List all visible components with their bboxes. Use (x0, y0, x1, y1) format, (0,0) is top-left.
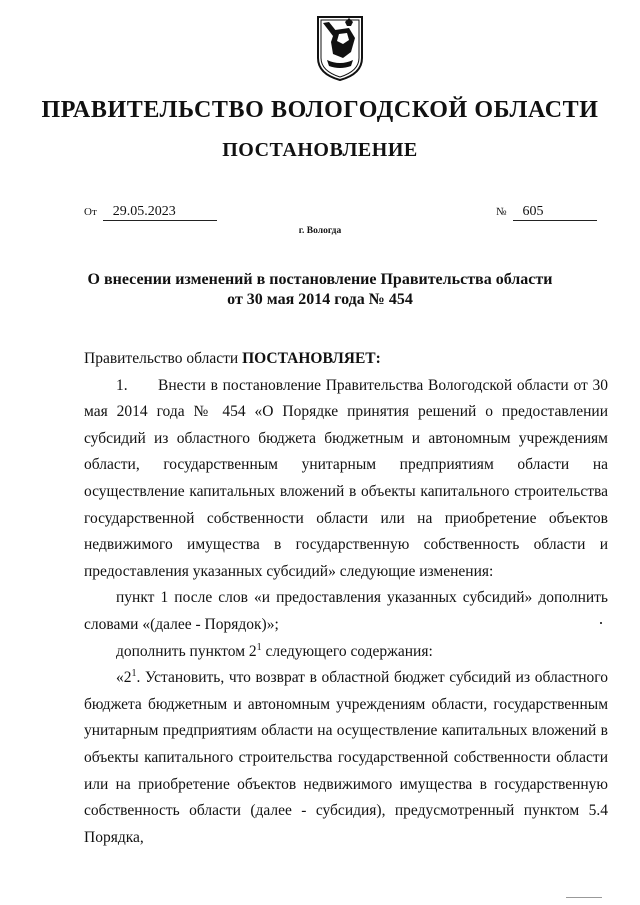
paragraph-3 (84, 639, 608, 666)
coat-of-arms-emblem (315, 14, 365, 82)
paragraph-3-before: дополнить пунктом 2 (116, 642, 257, 660)
number-prefix: № (496, 206, 507, 218)
number-value: 605 (513, 204, 597, 221)
organization-title: ПРАВИТЕЛЬСТВО ВОЛОГОДСКОЙ ОБЛАСТИ (41, 97, 599, 123)
preamble-bold: ПОСТАНОВЛЯЕТ: (242, 350, 381, 367)
document-body (84, 346, 608, 851)
item-1-text: Внести в постановление Правительства Вологодской области от 30 мая 2014 года № 454 «О Порядке принятия решений о предоставлении субсидий из областного бюджета бюджетным и автономным учреждениям области, государственным унитарным предприятиям области на осуществление капитальных вложений в объекты капитального строительства государственной собственности области или на приобретение объектов недвижимого имущества в государственную собственность области и предоставления указанных субсидий» следующие изменения: (84, 376, 608, 580)
city-label: г. Вологда (298, 226, 342, 236)
subject-line-1: О внесении изменений в постановление Правительства области (87, 271, 553, 288)
document-type-heading: ПОСТАНОВЛЕНИЕ (222, 139, 418, 161)
document-date (84, 204, 217, 221)
preamble-text: Правительство области (84, 350, 243, 367)
scan-artifact (600, 622, 602, 624)
subject-line-2: от 30 мая 2014 года № 454 (227, 291, 413, 308)
document-number (496, 204, 597, 221)
paragraph-3-after: следующего содержания: (261, 642, 433, 660)
date-prefix: От (84, 206, 97, 218)
paragraph-3-sup: 1 (256, 641, 262, 653)
preamble (84, 346, 608, 373)
document-subject (60, 270, 580, 310)
date-value: 29.05.2023 (103, 204, 217, 221)
paragraph-4-text: . Установить, что возврат в областной бюджет субсидий из областного бюджета бюджетным и автономным учреждениям области, государственным унитарным предприятиям области на осуществление капитальных вложений в объекты капитального строительства государственной собственности области или на приобретение объектов недвижимого имущества в государственную собственность области (далее - субсидия), предусмотренный пунктом 5.4 Порядка, (84, 669, 608, 846)
item-1 (84, 373, 608, 586)
paragraph-2: пункт 1 после слов «и предоставления указанных субсидий» дополнить словами «(далее - Порядок)»; (84, 589, 608, 633)
scan-artifact (566, 897, 602, 898)
item-1-number: 1. (116, 376, 128, 394)
paragraph-4 (84, 665, 608, 851)
paragraph-4-sup: 1 (131, 667, 137, 679)
paragraph-4-open: «2 (116, 669, 132, 687)
